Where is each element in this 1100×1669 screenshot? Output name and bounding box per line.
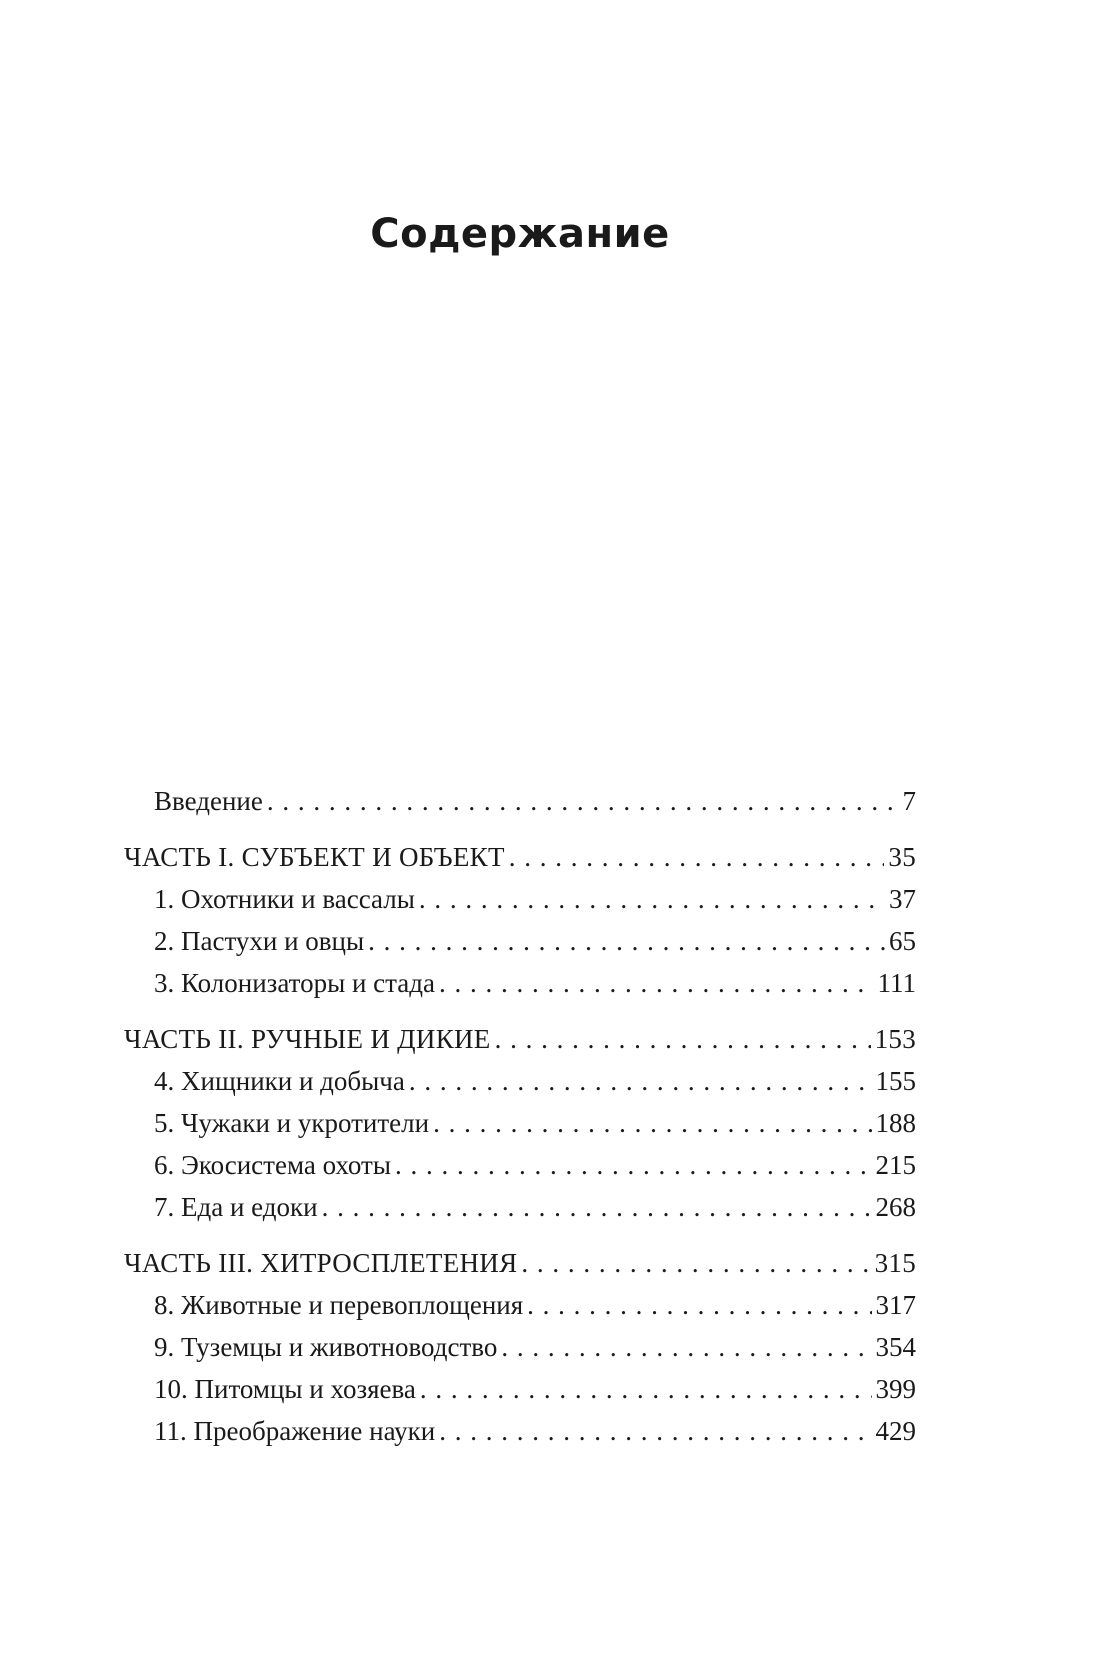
dot-leader: [501, 1326, 871, 1368]
toc-entry-page-number: 37: [889, 884, 916, 914]
dot-leader: [267, 780, 899, 822]
dot-leader: [433, 1102, 871, 1144]
toc-entry-label: 5. Чужаки и укротители: [154, 1108, 430, 1138]
toc-entry-chapter-5[interactable]: [124, 1102, 916, 1144]
dot-leader: [368, 920, 885, 962]
dot-leader: [409, 1060, 872, 1102]
toc-entry-label: 2. Пастухи и овцы: [154, 926, 365, 956]
page-title: Содержание: [370, 210, 670, 257]
toc-entry-part-1[interactable]: [124, 836, 916, 878]
toc-entry-label: 4. Хищники и добыча: [154, 1066, 405, 1096]
table-of-contents: [124, 780, 916, 1452]
dot-leader: [322, 1186, 872, 1228]
toc-entry-chapter-3[interactable]: [124, 962, 916, 1004]
toc-entry-introduction[interactable]: [124, 780, 916, 822]
toc-entry-chapter-11[interactable]: [124, 1410, 916, 1452]
toc-entry-page-number: 268: [875, 1192, 916, 1222]
toc-entry-page-number: 65: [889, 926, 916, 956]
toc-entry-chapter-9[interactable]: [124, 1326, 916, 1368]
toc-entry-chapter-1[interactable]: [124, 878, 916, 920]
toc-entry-label: 7. Еда и едоки: [154, 1192, 318, 1222]
toc-entry-label: 10. Питомцы и хозяева: [154, 1374, 416, 1404]
dot-leader: [495, 1018, 871, 1060]
toc-entry-chapter-7[interactable]: [124, 1186, 916, 1228]
dot-leader: [509, 836, 885, 878]
toc-entry-page-number: 188: [875, 1108, 916, 1138]
toc-entry-chapter-8[interactable]: [124, 1284, 916, 1326]
dot-leader: [527, 1284, 871, 1326]
toc-entry-chapter-6[interactable]: [124, 1144, 916, 1186]
toc-entry-chapter-10[interactable]: [124, 1368, 916, 1410]
toc-entry-part-3[interactable]: [124, 1242, 916, 1284]
toc-entry-page-number: 155: [875, 1066, 916, 1096]
toc-entry-label: 8. Животные и перевоплощения: [154, 1290, 524, 1320]
toc-entry-page-number: 429: [875, 1416, 916, 1446]
toc-entry-label: 6. Экосистема охоты: [154, 1150, 391, 1180]
toc-entry-page-number: 315: [874, 1248, 916, 1278]
dot-leader: [439, 1410, 871, 1452]
toc-entry-page-number: 35: [888, 842, 916, 872]
dot-leader: [395, 1144, 872, 1186]
toc-entry-part-2[interactable]: [124, 1018, 916, 1060]
toc-entry-label: ЧАСТЬ III. ХИТРОСПЛЕТЕНИЯ: [124, 1248, 518, 1278]
toc-entry-chapter-2[interactable]: [124, 920, 916, 962]
toc-entry-page-number: 317: [875, 1290, 916, 1320]
toc-entry-page-number: 399: [875, 1374, 916, 1404]
dot-leader: [419, 878, 885, 920]
toc-entry-label: 3. Колонизаторы и стада: [154, 968, 435, 998]
toc-entry-page-number: 111: [877, 968, 916, 998]
toc-entry-label: 9. Туземцы и животноводство: [154, 1332, 498, 1362]
toc-entry-page-number: 153: [874, 1024, 916, 1054]
dot-leader: [420, 1368, 872, 1410]
toc-entry-label: 11. Преображение науки: [154, 1416, 436, 1446]
toc-entry-label: ЧАСТЬ I. СУБЪЕКТ И ОБЪЕКТ: [124, 842, 505, 872]
dot-leader: [439, 962, 874, 1004]
toc-entry-page-number: 354: [875, 1332, 916, 1362]
toc-entry-page-number: 7: [902, 786, 916, 816]
toc-entry-label: ЧАСТЬ II. РУЧНЫЕ И ДИКИЕ: [124, 1024, 491, 1054]
toc-entry-label: Введение: [154, 786, 263, 816]
toc-entry-chapter-4[interactable]: [124, 1060, 916, 1102]
toc-entry-label: 1. Охотники и вассалы: [154, 884, 415, 914]
dot-leader: [521, 1242, 870, 1284]
toc-entry-page-number: 215: [875, 1150, 916, 1180]
